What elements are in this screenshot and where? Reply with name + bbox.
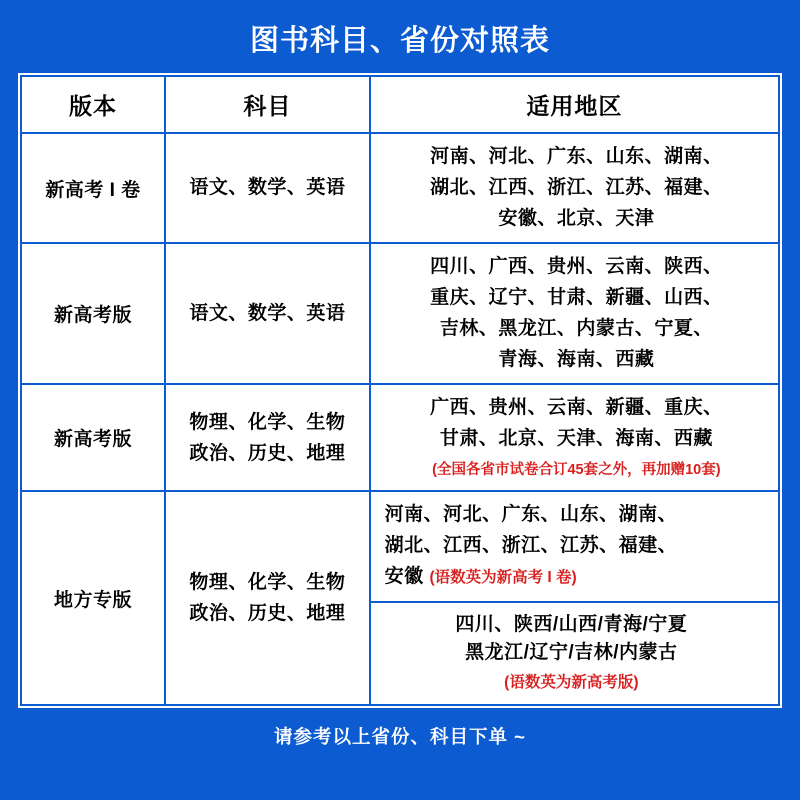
subject-line: 政治、历史、地理 bbox=[189, 442, 346, 464]
subject-line: 物理、化学、生物 bbox=[189, 411, 346, 433]
page-title: 图书科目、省份对照表 bbox=[249, 25, 550, 57]
table-header-row bbox=[21, 76, 779, 133]
cell-subject: 语文、数学、英语 bbox=[165, 243, 370, 384]
footer-note: 请参考以上省份、科目下单 ~ bbox=[274, 726, 526, 748]
region-subtable bbox=[371, 492, 778, 704]
region-note: (语数英为新高考版) bbox=[504, 673, 639, 691]
region-line: 四川、广西、贵州、云南、陕西、 bbox=[430, 256, 723, 278]
region-line: 甘肃、北京、天津、海南、西藏 bbox=[439, 428, 713, 450]
cell-subject bbox=[165, 491, 370, 705]
column-header-region: 适用地区 bbox=[370, 76, 779, 133]
table-row bbox=[21, 491, 779, 705]
region-line: 湖北、江西、浙江、江苏、福建、 bbox=[384, 535, 678, 557]
region-line: 四川、陕西/山西/青海/宁夏 bbox=[455, 613, 688, 635]
region-line: 河南、河北、广东、山东、湖南、 bbox=[384, 504, 678, 526]
cell-region bbox=[370, 384, 779, 491]
region-line: 吉林、黑龙江、内蒙古、宁夏、 bbox=[439, 317, 713, 339]
cell-subject: 语文、数学、英语 bbox=[165, 133, 370, 243]
cell-version: 新高考版 bbox=[21, 384, 165, 491]
subject-line: 物理、化学、生物 bbox=[189, 571, 346, 593]
cell-version: 新高考版 bbox=[21, 243, 165, 384]
region-line-last: 安徽 bbox=[384, 565, 424, 587]
region-line: 安徽、北京、天津 bbox=[498, 207, 655, 229]
table-row bbox=[21, 384, 779, 491]
subject-line: 政治、历史、地理 bbox=[189, 603, 346, 625]
region-line: 黑龙江/辽宁/吉林/内蒙古 bbox=[465, 642, 678, 664]
comparison-table-container bbox=[18, 73, 782, 708]
comparison-table bbox=[20, 75, 780, 706]
region-subrow-2 bbox=[371, 602, 778, 705]
region-line-with-note bbox=[385, 562, 768, 593]
region-note: (全国各省市试卷合订45套之外，再加赠10套) bbox=[432, 461, 721, 478]
table-row bbox=[21, 243, 779, 384]
cell-region bbox=[370, 243, 779, 384]
column-header-version: 版本 bbox=[21, 76, 165, 133]
cell-region bbox=[370, 133, 779, 243]
region-line: 河南、河北、广东、山东、湖南、 bbox=[430, 146, 723, 167]
table-row bbox=[21, 133, 779, 243]
region-line: 重庆、辽宁、甘肃、新疆、山西、 bbox=[430, 287, 723, 309]
column-header-subject: 科目 bbox=[165, 76, 370, 133]
region-line: 青海、海南、西藏 bbox=[498, 348, 655, 370]
region-subrow-1 bbox=[371, 492, 778, 601]
region-note: (语数英为新高考 I 卷) bbox=[429, 568, 577, 586]
region-line: 广西、贵州、云南、新疆、重庆、 bbox=[430, 397, 723, 419]
cell-region-split bbox=[370, 491, 779, 705]
region-line: 湖北、江西、浙江、江苏、福建、 bbox=[430, 176, 723, 198]
cell-version: 新高考 I 卷 bbox=[21, 133, 165, 243]
cell-subject bbox=[165, 384, 370, 491]
cell-version: 地方专版 bbox=[21, 491, 165, 705]
